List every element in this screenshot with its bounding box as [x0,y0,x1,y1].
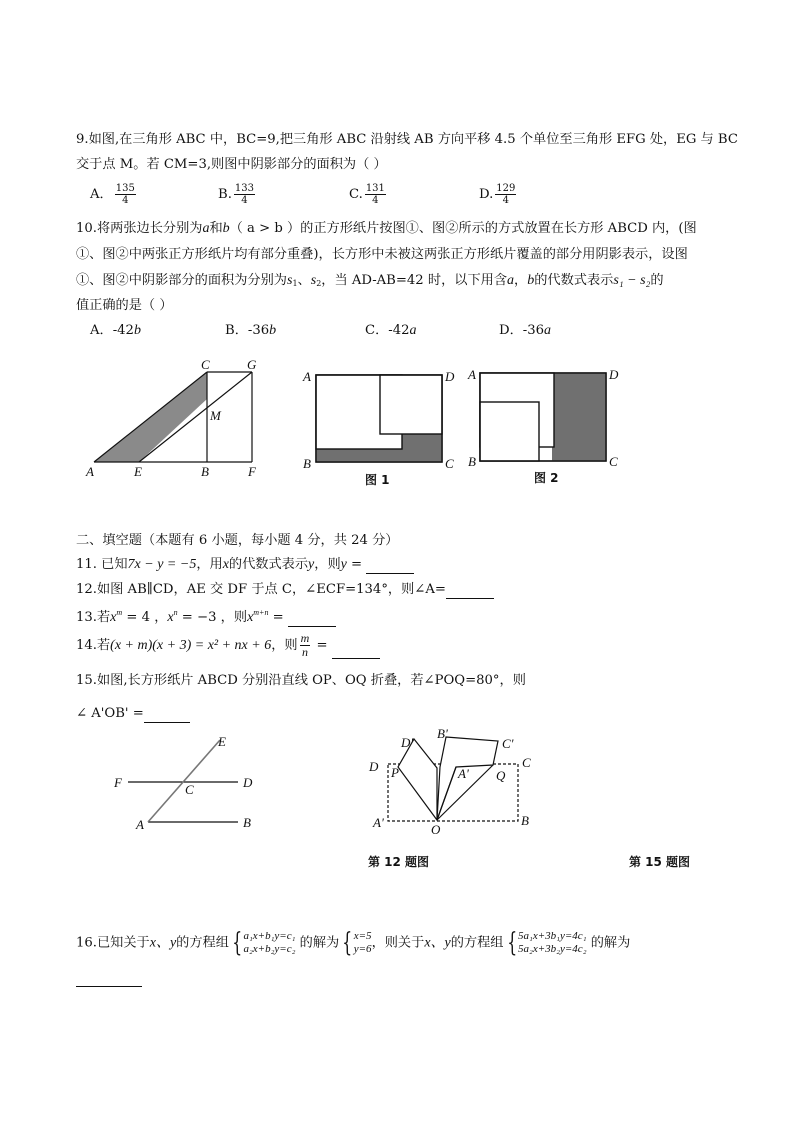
fig15-label-A: A' [373,815,384,830]
fig12-label-B: B [243,815,251,830]
label-A: A [86,464,94,479]
q10-figure-1 [300,365,470,490]
q11-answer-blank[interactable] [366,573,414,574]
q10-line3: ①、图②中阴影部分的面积为分别为$s_1$、$s_2$，当 AD-AB=42 时，以下用含a，b的代数式表示s₁ − s₂的 [76,273,664,288]
fig1-label-A: A [303,369,311,384]
fig15-label-Q: Q [496,768,506,783]
fig12-label-A: A [136,817,144,832]
label-B: B [201,464,209,479]
fig2-label-C: C [609,454,618,469]
q14: 14.若(x + m)(x + 3) = x² + nx + 6，则 $\frac{m}{n}$ = [76,632,380,659]
q9-line2: 交于点 M。若 CM=3,则图中阴影部分的面积为（ ） [76,157,387,172]
q14-answer-blank[interactable] [332,658,380,659]
q16: 16.已知关于x、y的方程组 { a₁x+b₁y=c₁ a₂x+b₂y=c₂ 的解为 { x=5 y=6 ，则关于x、y的方程组 { 5a₁x+3b₁y=4c₁ 5a₂x+3b₂y=4c₂ 的解为 [76,928,631,958]
q9-line1: 9.如图,在三角形 ABC 中，BC=9,把三角形 ABC 沿射线 AB 方向平移 4.5 个单位至三角形 EFG 处，EG 与 BC [76,132,738,147]
fig15-label-Dprime: D' [401,735,414,750]
q10-option-a[interactable]: A．-42b [90,323,141,338]
fig15-label-B: B [521,813,529,828]
fig15-label-Bprime: B' [437,726,448,741]
q12-answer-blank[interactable] [446,598,494,599]
q13: 13.若$x^m = 4$ ，$x^n = -3$ ，则$x^{m+n}$ = [76,604,336,627]
fig12-label-D: D [243,775,253,790]
q10-figure-2 [466,363,636,488]
q12-figure [110,730,270,835]
fig15-label-P: P [391,765,399,780]
fig15-caption: 第 15 题图 [629,855,691,869]
label-F: F [248,464,256,479]
q15-answer-blank[interactable] [144,722,190,723]
label-E: E [134,464,142,479]
fig2-shaded-strip [552,373,606,461]
label-M: M [210,408,221,423]
q9-option-d[interactable]: D. $\frac{129}{4}$ [479,183,516,206]
q9-option-c[interactable]: C. $\frac{131}{4}$ [349,183,385,206]
fig2-caption: 图 2 [534,471,559,485]
q10-option-b[interactable]: B．-36b [225,323,277,338]
fig12-label-C: C [185,782,194,797]
fig1-label-D: D [445,369,455,384]
fig15-label-O: O [431,822,441,837]
fig15-label-D: D [369,759,379,774]
q10-option-c[interactable]: C．-42a [365,323,417,338]
fig1-caption: 图 1 [365,473,390,487]
section-2-title: 二、填空题（本题有 6 小题，每小题 4 分，共 24 分） [76,533,399,548]
label-C: C [201,357,210,372]
fig12-label-E: E [218,734,226,749]
q10-line1: 10.将两张边长分别为a和b（ a > b ）的正方形纸片按图①、图②所示的方式放置在长方形 ABCD 内，(图 [76,221,697,236]
fig2-label-A: A [468,367,476,382]
q13-answer-blank[interactable] [288,626,336,627]
q11: 11. 已知7x − y = −5，用x的代数式表示y，则y = [76,556,414,574]
q9-option-b[interactable]: B. $\frac{133}{4}$ [218,183,254,206]
q16-answer-blank[interactable] [76,986,142,987]
fig12-label-F: F [114,775,122,790]
q10-line4: 值正确的是（ ） [76,298,173,313]
fig15-label-Cprime: C' [502,736,514,751]
q9-triangle-figure [80,357,280,480]
fig1-small-square [380,375,442,434]
q15-line2: ∠ A'OB' = [76,705,190,723]
q15-line1: 15.如图,长方形纸片 ABCD 分别沿直线 OP、OQ 折叠，若∠POQ=80°，则 [76,673,526,688]
fig2-label-D: D [609,367,619,382]
q10-line2: ①、图②中两张正方形纸片均有部分重叠)，长方形中未被这两张正方形纸片覆盖的部分用阴影表示，设图 [76,247,688,262]
fig15-left-flap [398,739,437,820]
q15-figure [365,723,545,838]
q12: 12.如图 AB∥CD，AE 交 DF 于点 C，∠ECF=134°，则∠A= [76,581,494,599]
fig15-label-C: C [522,755,531,770]
label-G: G [247,357,257,372]
fig2-label-B: B [468,454,476,469]
fig15-label-Aprime: A' [458,766,469,781]
fig12-caption: 第 12 题图 [368,855,430,869]
fig1-label-C: C [445,456,454,471]
fig1-label-B: B [303,456,311,471]
fig2-small-square [480,402,539,461]
q9-option-a[interactable]: A． $\frac{135}{4}$ [90,183,135,206]
q10-option-d[interactable]: D．-36a [499,323,551,338]
